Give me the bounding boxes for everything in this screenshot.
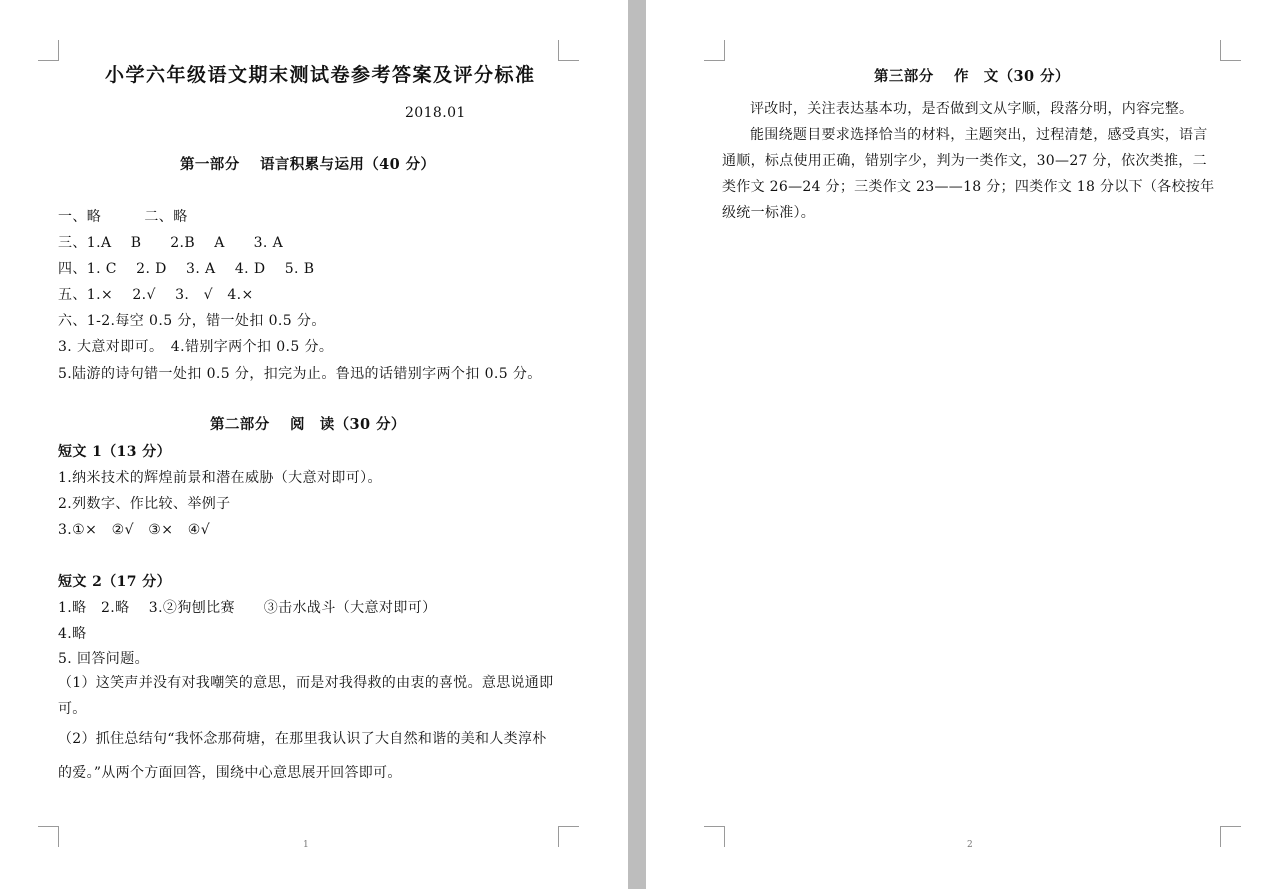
answer-line: 六、1-2.每空 0.5 分，错一处扣 0.5 分。 — [58, 313, 326, 329]
passage2-title: 短文 2（17 分） — [58, 574, 171, 590]
answer-line: 五、1.× 2.√ 3. √ 4.× — [58, 287, 254, 303]
part1-heading: 第一部分 语言积累与运用（40 分） — [180, 156, 436, 173]
page-number: 2 — [967, 840, 974, 850]
page-number: 1 — [303, 840, 310, 850]
answer-paragraph: （2）抓住总结句“我怀念那荷塘，在那里我认识了大自然和谐的美和人类淳朴的爱。”从两个方面回答，围绕中心意思展开回答即可。 — [58, 731, 547, 781]
grading-paragraph: 评改时，关注表达基本功，是否做到文从字顺，段落分明，内容完整。 — [750, 101, 1194, 117]
crop-mark — [38, 826, 59, 847]
grading-paragraph: 能围绕题目要求选择恰当的材料，主题突出，过程清楚，感受真实，语言通顺，标点使用正确，错别字少，判为一类作文，30—27 分，依次类推，二类作文 26—24 分；三类作文 23——18 分；四类作文 18 分以下（各校按年级统一标准）。 — [722, 127, 1215, 221]
crop-mark — [704, 40, 725, 61]
answer-line: 5. 回答问题。 — [58, 651, 150, 667]
answer-line: 5.陆游的诗句错一处扣 0.5 分，扣完为止。鲁迅的话错别字两个扣 0.5 分。 — [58, 366, 542, 382]
part2-heading: 第二部分 阅 读（30 分） — [210, 416, 406, 433]
answer-line: 2.列数字、作比较、举例子 — [58, 496, 231, 512]
crop-mark — [38, 40, 59, 61]
answer-line: 1.纳米技术的辉煌前景和潜在威胁（大意对即可）。 — [58, 470, 382, 486]
document-page-2 — [646, 0, 1280, 889]
part3-heading: 第三部分 作 文（30 分） — [874, 68, 1070, 85]
crop-mark — [558, 826, 579, 847]
crop-mark — [1220, 826, 1241, 847]
passage1-title: 短文 1（13 分） — [58, 444, 171, 460]
document-date: 2018.01 — [405, 105, 466, 121]
answer-line: 四、1. C 2. D 3. A 4. D 5. B — [58, 261, 315, 277]
answer-line: 4.略 — [58, 626, 87, 642]
answer-line: 三、1.A B 2.B A 3. A — [58, 235, 284, 251]
answer-line: 3.①× ②√ ③× ④√ — [58, 522, 211, 538]
crop-mark — [1220, 40, 1241, 61]
answer-line: 3. 大意对即可。 4.错别字两个扣 0.5 分。 — [58, 339, 334, 355]
answer-paragraph: （1）这笑声并没有对我嘲笑的意思，而是对我得救的由衷的喜悦。意思说通即可。 — [58, 675, 554, 717]
page-gap — [628, 0, 646, 889]
crop-mark — [558, 40, 579, 61]
crop-mark — [704, 826, 725, 847]
answer-line: 1.略 2.略 3.②狗刨比赛 ③击水战斗（大意对即可） — [58, 600, 437, 616]
document-title: 小学六年级语文期末测试卷参考答案及评分标准 — [105, 64, 536, 86]
answer-line: 一、略 二、略 — [58, 209, 188, 225]
document-page-1 — [0, 0, 628, 889]
